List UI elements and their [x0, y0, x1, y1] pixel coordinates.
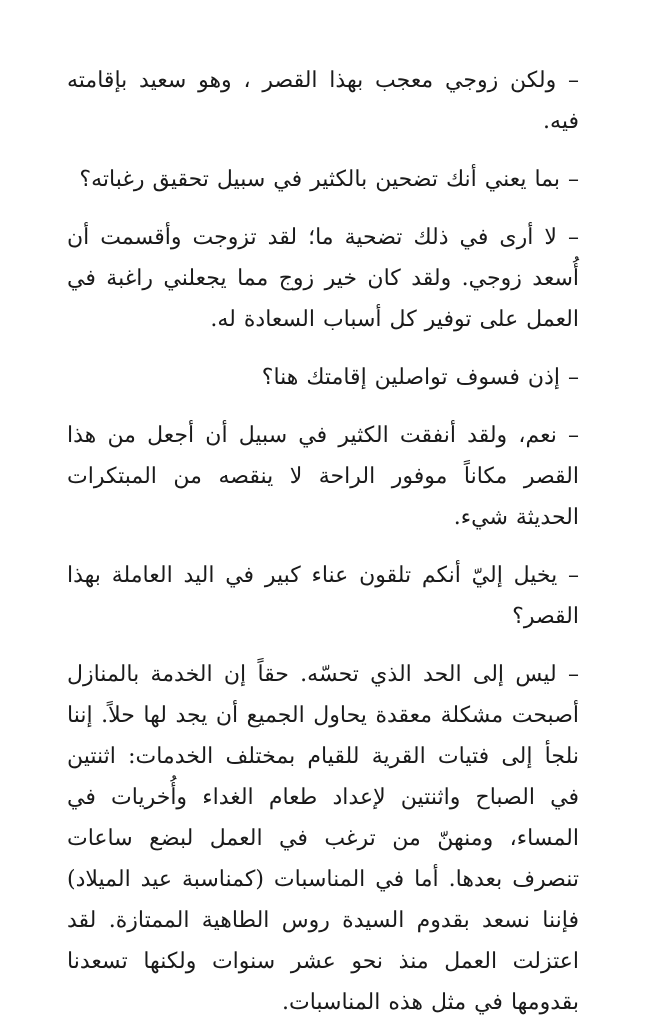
dialogue-paragraph-1: – ولكن زوجي معجب بهذا القصر ، وهو سعيد بإقامته فيه.: [67, 68, 579, 134]
dialogue-paragraph-5: – نعم، ولقد أنفقت الكثير في سبيل أن أجعل من هذا القصر مكاناً موفور الراحة لا ينقصه من المبتكرات الحديثة شيء.: [67, 423, 579, 530]
dialogue-paragraph-3: – لا أرى في ذلك تضحية ما؛ لقد تزوجت وأقسمت أن أُسعد زوجي. ولقد كان خير زوج مما يجعلني راغبة في العمل على توفير كل أسباب السعادة له.: [67, 225, 579, 332]
dialogue-paragraph-6: – يخيل إليّ أنكم تلقون عناء كبير في اليد العاملة بهذا القصر؟: [67, 563, 579, 629]
dialogue-paragraph-2: – بما يعني أنك تضحين بالكثير في سبيل تحقيق رغباته؟: [79, 167, 579, 192]
dialogue-paragraph-4: – إذن فسوف تواصلين إقامتك هنا؟: [261, 365, 579, 390]
dialogue-paragraph-7: – ليس إلى الحد الذي تحسّه. حقاً إن الخدمة بالمنازل أصبحت مشكلة معقدة يحاول الجميع أن يجد لها حلاً. إننا نلجأ إلى فتيات القرية للقيام بمختلف الخدمات: اثنتين في الصباح واثنتين لإعداد طعام الغداء وأُخريات في المساء، ومنهنّ من ترغب في العمل لبضع ساعات تنصرف بعدها. أما في المناسبات (كمناسبة عيد الميلاد) فإننا نسعد بقدوم السيدة روس الطاهية الممتازة. لقد اعتزلت العمل منذ نحو عشر سنوات ولكنها تسعدنا بقدومها في مثل هذه المناسبات.: [67, 662, 579, 1015]
document-page: [67, 60, 579, 1023]
